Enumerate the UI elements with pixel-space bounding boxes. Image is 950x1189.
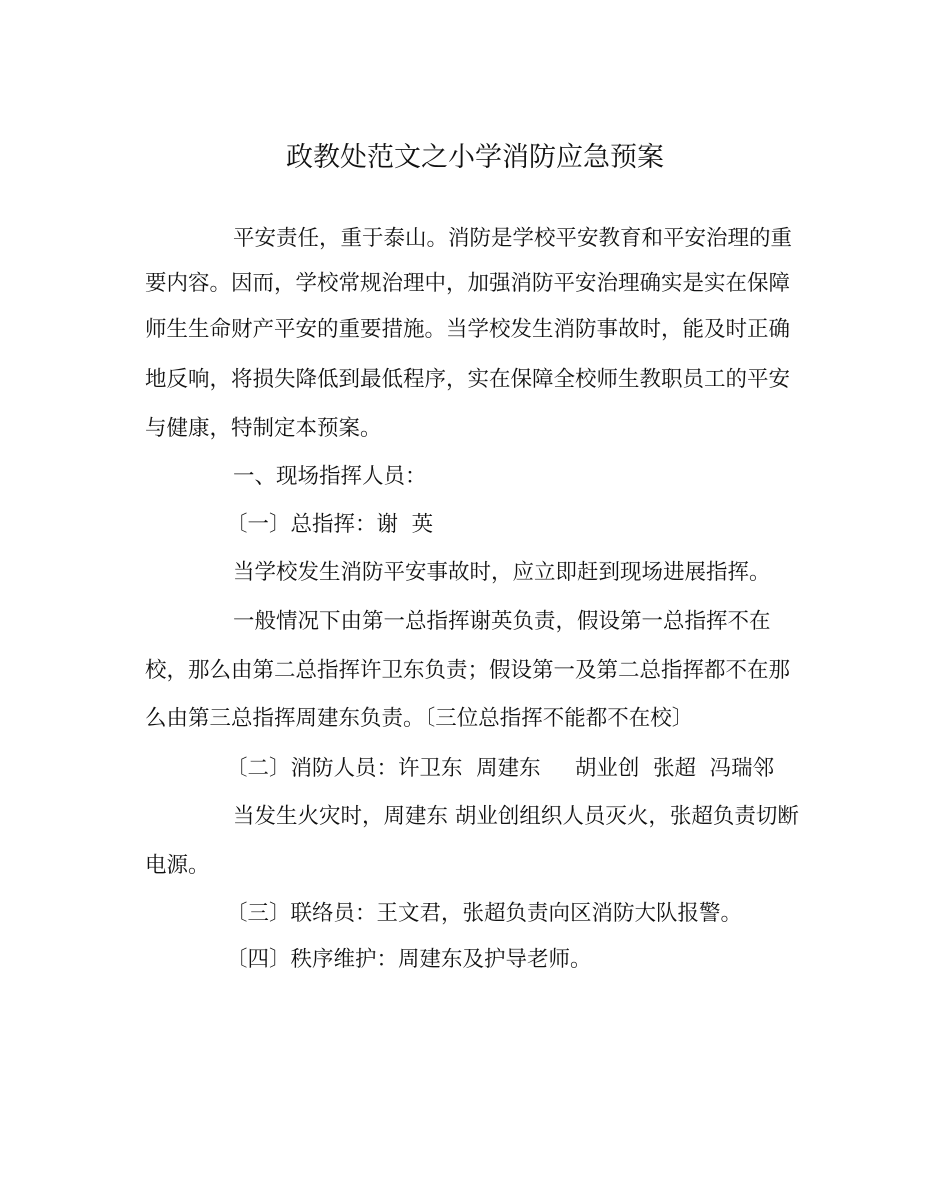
paragraph-line: 校，那么由第二总指挥许卫东负责；假设第一及第二总指挥都不在那 bbox=[145, 658, 791, 683]
paragraph-line: 平安责任，重于泰山。消防是学校平安教育和平安治理的重 bbox=[233, 226, 793, 251]
subsection-heading: 〔三〕联络员：王文君，张超负责向区消防大队报警。 bbox=[226, 901, 743, 926]
paragraph-line: 要内容。因而，学校常规治理中，加强消防平安治理确实是实在保障 bbox=[145, 271, 791, 296]
section-heading: 一、现场指挥人员： bbox=[233, 464, 427, 489]
paragraph-line: 当发生火灾时，周建东 胡业创组织人员灭火，张超负责切断 bbox=[233, 804, 799, 829]
paragraph-line: 地反响，将损失降低到最低程序，实在保障全校师生教职员工的平安 bbox=[145, 367, 791, 392]
document-title: 政教处范文之小学消防应急预案 bbox=[286, 142, 664, 173]
paragraph-line: 师生生命财产平安的重要措施。当学校发生消防事故时，能及时正确 bbox=[145, 317, 791, 342]
subsection-heading: 〔一〕总指挥：谢 英 bbox=[226, 512, 434, 537]
subsection-heading: 〔二〕消防人员：许卫东 周建东 胡业创 张超 冯瑞邻 bbox=[226, 756, 775, 781]
paragraph-line: 与健康，特制定本预案。 bbox=[145, 416, 382, 441]
paragraph-line: 当学校发生消防平安事故时，应立即赶到现场进展指挥。 bbox=[233, 560, 771, 585]
subsection-heading: 〔四〕秩序维护：周建东及护导老师。 bbox=[226, 947, 592, 972]
paragraph-line: 电源。 bbox=[145, 853, 210, 878]
paragraph-line: 一般情况下由第一总指挥谢英负责，假设第一总指挥不在 bbox=[233, 609, 771, 634]
paragraph-line: 么由第三总指挥周建东负责。〔三位总指挥不能都不在校〕 bbox=[145, 706, 694, 731]
